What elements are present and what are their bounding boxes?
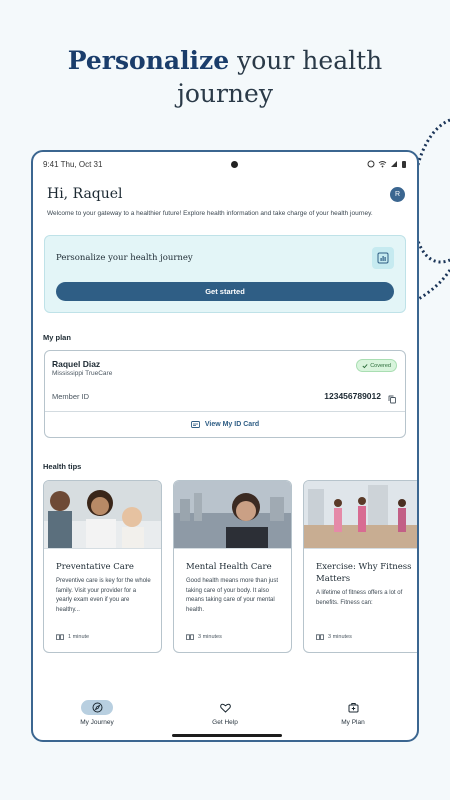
headline-line2: journey — [177, 79, 273, 108]
heart-icon — [209, 700, 241, 715]
bottom-nav — [33, 684, 417, 740]
book-icon — [56, 634, 64, 640]
nav-my-journey[interactable] — [52, 700, 142, 726]
nav-label: My Journey — [80, 719, 114, 726]
status-time: 9:41 Thu, Oct 31 — [43, 159, 103, 169]
plan-section-label: My plan — [43, 333, 71, 342]
member-id-value: 123456789012 — [324, 391, 381, 401]
view-id-card-label: View My ID Card — [204, 421, 260, 428]
tips-section-label: Health tips — [43, 462, 82, 471]
nav-my-plan[interactable] — [308, 700, 398, 726]
tip-read-time — [56, 634, 89, 640]
tip-text: Good health means more than just taking care of your body. It also means taking care of your mental health. — [186, 578, 279, 613]
tip-card-preventative[interactable] — [43, 480, 162, 653]
nav-label: My Plan — [341, 719, 365, 726]
battery-icon — [401, 160, 407, 168]
nav-get-help[interactable] — [180, 700, 270, 726]
medical-bag-icon — [337, 700, 369, 715]
status-bar — [33, 152, 417, 176]
greeting-title: Hi, Raquel — [47, 186, 123, 202]
covered-label: Covered — [370, 362, 391, 369]
headline-strong: Personalize — [67, 46, 230, 75]
welcome-text: Welcome to your gateway to a healthier future! Explore health information and take charge of your health journey. — [47, 210, 373, 217]
tip-time-label: 1 minute — [68, 634, 90, 640]
member-id-label: Member ID — [52, 392, 90, 401]
tip-time-label: 3 minutes — [328, 634, 352, 640]
tip-title: Mental Health Care — [186, 562, 272, 572]
book-icon — [316, 634, 324, 640]
tablet-frame — [31, 150, 419, 742]
view-id-card-link[interactable] — [45, 411, 405, 438]
copy-icon[interactable] — [388, 391, 397, 409]
get-started-button[interactable]: Get started — [56, 282, 394, 301]
home-indicator — [172, 734, 282, 737]
check-icon — [362, 363, 368, 369]
member-name: Raquel Diaz — [52, 359, 101, 369]
chart-icon — [372, 247, 394, 269]
tip-text: A lifetime of fitness offers a lot of benefits. Fitness can: — [316, 590, 403, 606]
book-icon — [186, 634, 194, 640]
tip-read-time — [186, 634, 222, 640]
camera-icon — [231, 161, 238, 168]
tip-title: Exercise: Why Fitness Matters — [316, 562, 412, 584]
tip-title: Preventative Care — [56, 562, 134, 572]
headline-rest: your health — [229, 46, 383, 75]
signal-icon — [390, 160, 398, 168]
avatar[interactable]: R — [390, 187, 405, 202]
tip-image-woman — [174, 481, 291, 549]
tip-card-exercise[interactable] — [303, 480, 419, 653]
alarm-icon — [367, 160, 375, 168]
id-card-icon — [191, 421, 200, 428]
tip-card-mental-health[interactable] — [173, 480, 292, 653]
compass-icon — [81, 700, 113, 715]
status-badge — [356, 359, 397, 372]
tip-text: Preventive care is key for the whole family. Visit your provider for a yearly exam even if you are healthy... — [56, 578, 151, 613]
tip-image-family — [44, 481, 161, 549]
tip-read-time — [316, 634, 352, 640]
nav-label: Get Help — [212, 719, 238, 726]
wifi-icon — [378, 160, 387, 168]
personalize-title: Personalize your health journey — [56, 253, 193, 263]
status-icons — [367, 160, 407, 168]
plan-card — [44, 350, 406, 438]
tip-image-exercise — [304, 481, 419, 549]
plan-provider: Mississippi TrueCare — [52, 370, 113, 377]
tip-time-label: 3 minutes — [198, 634, 222, 640]
personalize-card — [44, 235, 406, 313]
tips-carousel[interactable] — [33, 471, 417, 653]
